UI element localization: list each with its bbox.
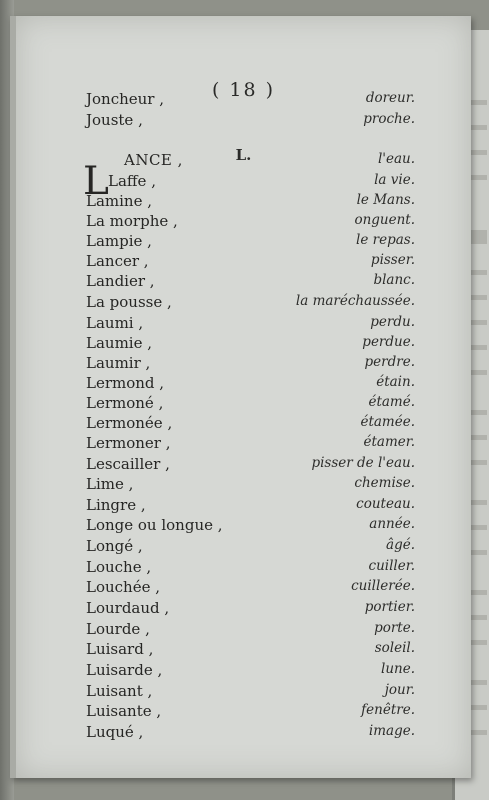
entry-meaning: fenêtre. xyxy=(361,702,415,718)
glossary-entry xyxy=(16,723,471,743)
entry-meaning: étamé. xyxy=(368,394,415,410)
entry-term: Luisarde , xyxy=(86,661,163,679)
entry-meaning: onguent. xyxy=(354,212,415,228)
entry-meaning: perdue. xyxy=(362,334,415,350)
entry-term: Lancer , xyxy=(86,252,149,270)
book-page xyxy=(10,16,471,778)
glossary-entry xyxy=(16,682,471,702)
entry-term: Lime , xyxy=(86,475,134,493)
glossary-entry xyxy=(16,192,471,212)
entry-meaning: l'eau. xyxy=(377,151,415,167)
glossary-entry xyxy=(16,558,471,578)
glossary-entry xyxy=(16,661,471,681)
entry-meaning: étamer. xyxy=(363,434,415,450)
entry-meaning: le repas. xyxy=(356,232,415,248)
glossary-entry xyxy=(16,475,471,495)
entry-meaning: année. xyxy=(369,516,415,532)
entry-term: Laumi , xyxy=(86,314,144,332)
entry-term: Louche , xyxy=(86,558,152,576)
entry-term: Laffe , xyxy=(108,172,156,190)
entry-meaning: portier. xyxy=(364,599,415,615)
entry-term: Lampie , xyxy=(86,232,152,250)
glossary-entry xyxy=(16,252,471,272)
entry-term: Longe ou longue , xyxy=(86,516,223,534)
glossary-entry xyxy=(16,434,471,454)
entry-meaning: doreur. xyxy=(365,90,415,106)
entry-term: Lourdaud , xyxy=(86,599,170,617)
entry-meaning: couteau. xyxy=(356,496,415,512)
glossary-entry xyxy=(16,334,471,354)
entry-meaning: âgé. xyxy=(386,537,415,553)
entry-term: Lamine , xyxy=(86,192,152,210)
entry-meaning: soleil. xyxy=(374,640,415,656)
glossary-entry xyxy=(16,578,471,598)
glossary-entry xyxy=(16,90,471,110)
page-number: ( 18 ) xyxy=(211,79,276,101)
glossary-entry xyxy=(16,172,471,192)
entry-term: Luisante , xyxy=(86,702,162,720)
entry-meaning: la maréchaussée. xyxy=(295,293,415,309)
entry-meaning: la vie. xyxy=(374,172,415,188)
entry-meaning: pisser de l'eau. xyxy=(311,455,415,471)
entry-meaning: cuiller. xyxy=(368,558,415,574)
entry-meaning: cuillerée. xyxy=(351,578,415,594)
section-heading: L. xyxy=(235,146,252,164)
glossary-entry xyxy=(16,516,471,536)
glossary-entry xyxy=(16,212,471,232)
glossary-entry xyxy=(16,374,471,394)
entry-meaning: image. xyxy=(368,723,415,739)
entry-term: La morphe , xyxy=(86,212,178,230)
entry-term: Luqué , xyxy=(86,723,144,741)
glossary-entry xyxy=(16,354,471,374)
glossary-entry xyxy=(16,599,471,619)
entry-term: Louchée , xyxy=(86,578,161,596)
entry-term: Longé , xyxy=(86,537,143,555)
entry-term: Lermonée , xyxy=(86,414,173,432)
entry-meaning: perdre. xyxy=(364,354,415,370)
entry-meaning: pisser. xyxy=(370,252,415,268)
glossary-entry xyxy=(16,151,471,171)
entry-term: Lermoner , xyxy=(86,434,171,452)
glossary-entry xyxy=(16,496,471,516)
glossary-entry xyxy=(16,414,471,434)
entry-term: Jouste , xyxy=(86,111,143,129)
glossary-entry xyxy=(16,272,471,292)
glossary-entry xyxy=(16,232,471,252)
entry-term: Lingre , xyxy=(86,496,146,514)
glossary-entry xyxy=(16,394,471,414)
entry-term: Lescailler , xyxy=(86,455,170,473)
glossary-entry xyxy=(16,537,471,557)
glossary-entry xyxy=(16,314,471,334)
entry-meaning: proche. xyxy=(363,111,415,127)
entry-term: Joncheur , xyxy=(86,90,165,108)
entry-meaning: chemise. xyxy=(354,475,415,491)
entry-meaning: le Mans. xyxy=(356,192,415,208)
entry-term: La pousse , xyxy=(86,293,172,311)
entry-term: Landier , xyxy=(86,272,155,290)
entry-meaning: étain. xyxy=(376,374,415,390)
entry-term: ANCE , xyxy=(124,151,183,169)
glossary-entry xyxy=(16,702,471,722)
entry-meaning: jour. xyxy=(384,682,415,698)
glossary-entry xyxy=(16,455,471,475)
glossary-entry xyxy=(16,640,471,660)
drop-cap-letter: L xyxy=(83,159,109,204)
entry-term: Luisant , xyxy=(86,682,153,700)
entry-meaning: lune. xyxy=(381,661,415,677)
entry-term: Lermoné , xyxy=(86,394,164,412)
entry-meaning: blanc. xyxy=(373,272,415,288)
glossary-entry xyxy=(16,293,471,313)
entry-term: Laumie , xyxy=(86,334,152,352)
entry-term: Luisard , xyxy=(86,640,154,658)
entry-term: Lermond , xyxy=(86,374,165,392)
entry-meaning: étamée. xyxy=(360,414,415,430)
entry-meaning: perdu. xyxy=(370,314,415,330)
entry-term: Laumir , xyxy=(86,354,151,372)
glossary-entry xyxy=(16,620,471,640)
entry-meaning: porte. xyxy=(374,620,415,636)
entry-term: Lourde , xyxy=(86,620,150,638)
glossary-entry xyxy=(16,111,471,131)
